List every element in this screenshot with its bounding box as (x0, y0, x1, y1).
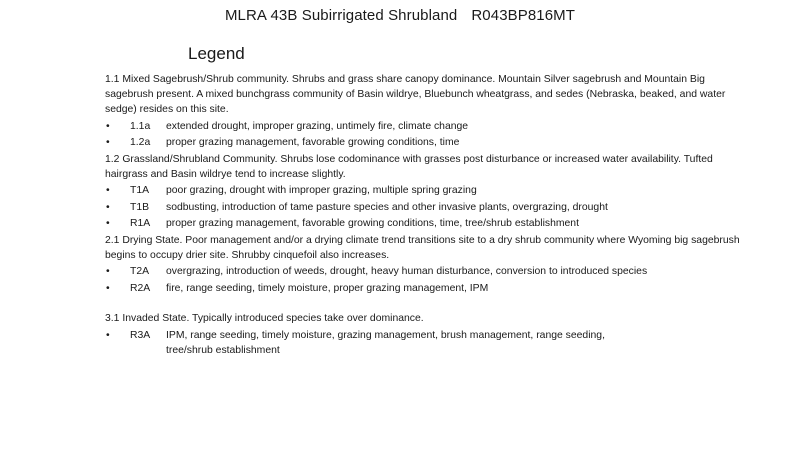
bullet: • (106, 218, 110, 229)
list-item (105, 200, 745, 215)
item-desc: overgrazing, introduction of weeds, drought, heavy human disturbance, conversion to introduced species (166, 266, 648, 277)
item-code: R2A (130, 282, 151, 294)
item-desc: poor grazing, drought with improper grazing, multiple spring grazing (166, 185, 477, 196)
spacer (105, 297, 745, 311)
item-desc: proper grazing management, favorable growing conditions, time, tree/shrub establishment (166, 218, 579, 229)
item-code: 1.1a (130, 120, 151, 132)
list-item (105, 216, 745, 231)
bullet: • (106, 266, 110, 277)
section-text-1-2: 1.2 Grassland/Shrubland Community. Shrubs lose codominance with grasses post disturbance or increased water availability. Tufted hairgrass and Basin wildrye tend to increase slightly. (105, 153, 713, 180)
bullet: • (106, 201, 110, 213)
bullet: • (106, 120, 110, 132)
bullet: • (106, 329, 110, 341)
bullet: • (106, 282, 110, 294)
item-desc: extended drought, improper grazing, untimely fire, climate change (166, 120, 469, 132)
title-main: MLRA 43B Subirrigated Shrubland (224, 7, 458, 24)
item-code: T1A (130, 185, 150, 196)
section-text-3-1: 3.1 Invaded State. Typically introduced species take over dominance. (105, 313, 424, 324)
item-code: T1B (130, 201, 150, 213)
legend-heading: Legend (188, 44, 245, 63)
title-code: R043BP816MT (471, 7, 576, 24)
item-code: R1A (130, 218, 151, 229)
bullet: • (106, 137, 110, 148)
section-text-2-1: 2.1 Drying State. Poor management and/or a drying climate trend transitions site to a dry shrub community where Wyoming big sagebrush begins to occupy drier site. Shrubby cinquefoil also increases. (105, 234, 740, 261)
list-item (105, 135, 745, 150)
item-desc: IPM, range seeding, timely moisture, grazing management, brush management, range seeding, tree/shrub establishment (166, 329, 605, 356)
item-desc: fire, range seeding, timely moisture, proper grazing management, IPM (166, 282, 489, 294)
section-text-1-1: 1.1 Mixed Sagebrush/Shrub community. Shrubs and grass share canopy dominance. Mountain Silver sagebrush and Mountain Big sagebrush present. A mixed bunchgrass community of Basin wildrye, Bluebunch wheatgrass, and sedes (Nebraska, beaked, and water sedge) resides on this site. (105, 74, 726, 115)
item-code: R3A (130, 329, 151, 341)
legend-content (105, 72, 745, 359)
item-code: 1.2a (130, 137, 151, 148)
bullet: • (106, 185, 110, 196)
item-code: T2A (130, 266, 150, 277)
list-item (105, 119, 745, 134)
page-title (0, 7, 800, 24)
list-item (105, 183, 745, 198)
list-item (105, 264, 745, 279)
item-desc: proper grazing management, favorable growing conditions, time (166, 137, 460, 148)
list-item (105, 328, 745, 358)
item-desc: sodbusting, introduction of tame pasture species and other invasive plants, overgrazing, drought (166, 201, 608, 213)
list-item (105, 281, 745, 296)
